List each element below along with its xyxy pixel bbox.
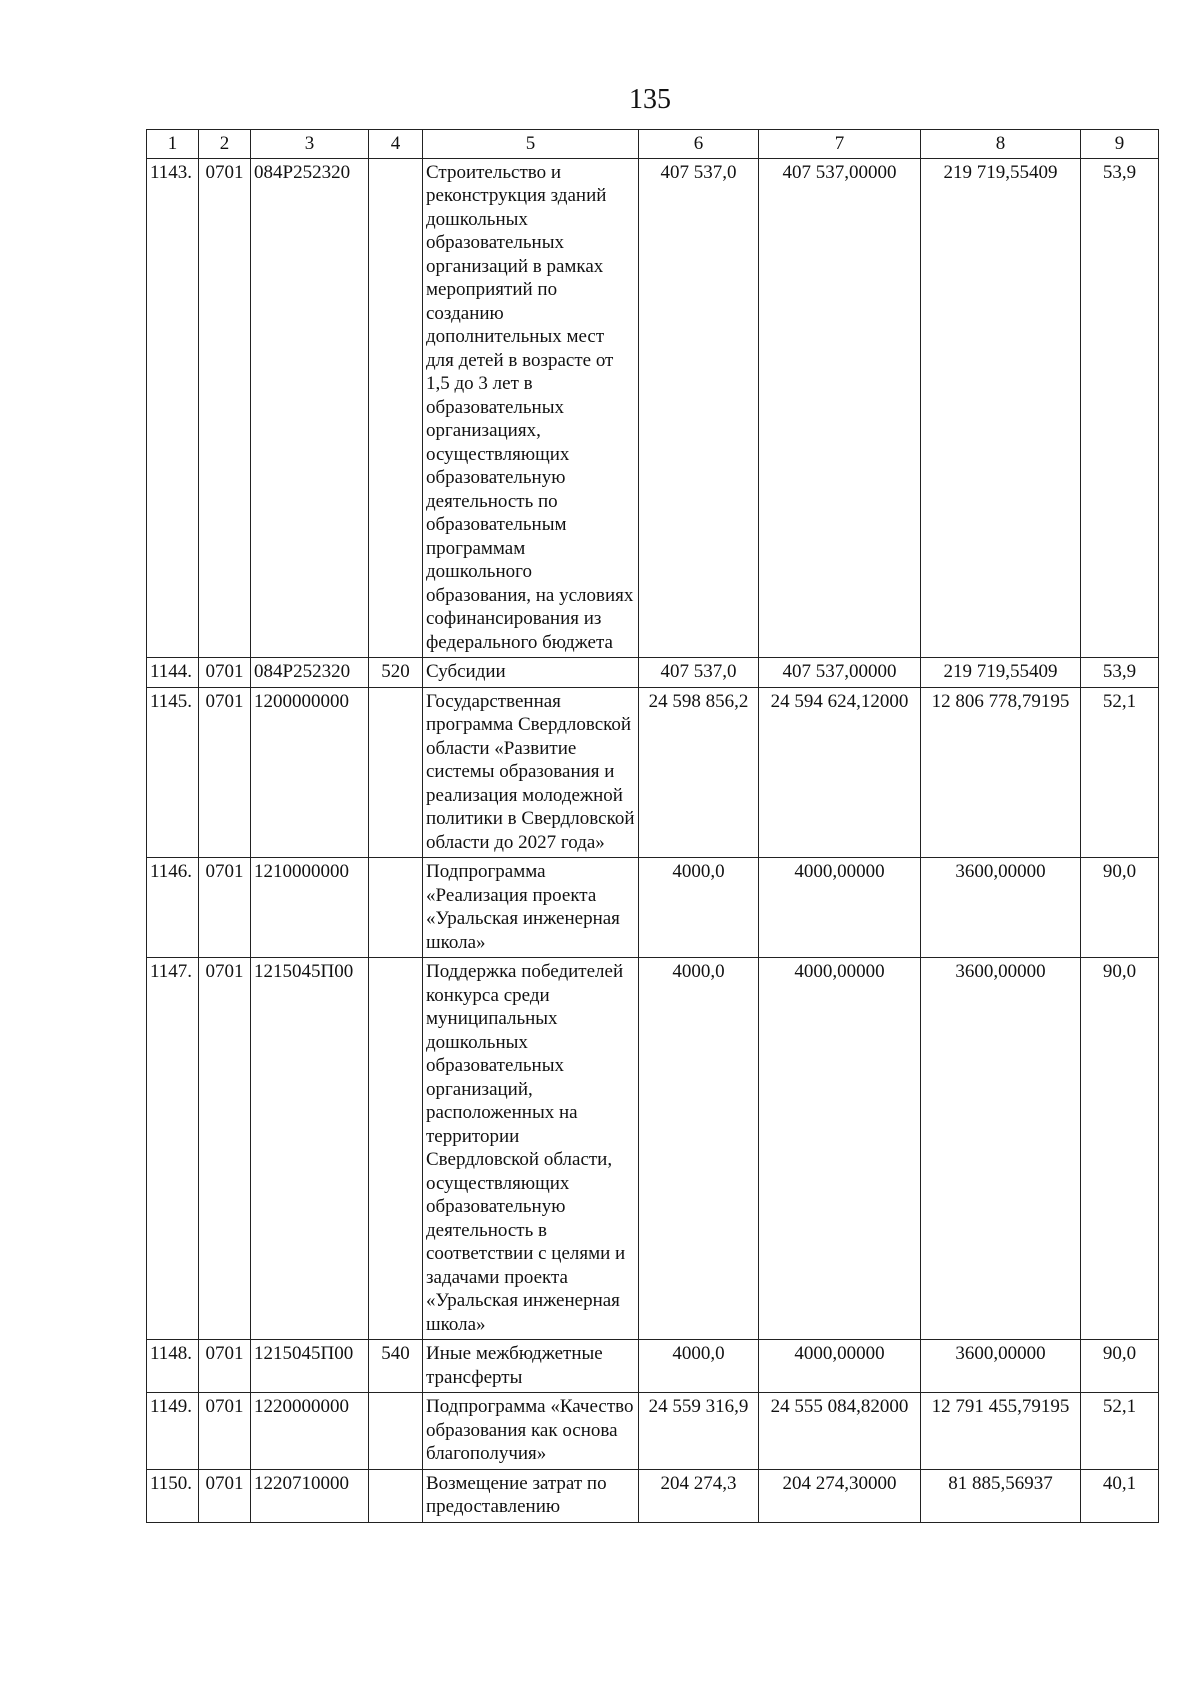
item-name: Государственная программа Свердловской области «Развитие системы образования и реализация молодежной политики в Свердловской области до 2027 года»	[423, 687, 639, 858]
section-code: 0701	[199, 858, 251, 958]
item-name: Подпрограмма «Качество образования как основа благополучия»	[423, 1393, 639, 1470]
row-number: 1143.	[147, 158, 199, 658]
table-row	[147, 658, 1159, 688]
table-row	[147, 158, 1159, 658]
target-article-code: 1215045П00	[251, 958, 369, 1340]
expense-type-code	[369, 687, 423, 858]
table-row	[147, 1393, 1159, 1470]
executed-amount: 81 885,56937	[921, 1469, 1081, 1522]
expense-type-code: 540	[369, 1340, 423, 1393]
row-number: 1146.	[147, 858, 199, 958]
executed-amount: 3600,00000	[921, 958, 1081, 1340]
item-name: Поддержка победителей конкурса среди муниципальных дошкольных образовательных организаций, расположенных на территории Свердловской области, осуществляющих образовательную деятельность в соответствии с целями и задачами проекта «Уральская инженерная школа»	[423, 958, 639, 1340]
table-row	[147, 958, 1159, 1340]
planned-amount: 4000,0	[639, 1340, 759, 1393]
column-header: 7	[759, 130, 921, 159]
row-number: 1147.	[147, 958, 199, 1340]
expense-type-code	[369, 958, 423, 1340]
execution-percent: 53,9	[1081, 658, 1159, 688]
row-number: 1145.	[147, 687, 199, 858]
header-row	[147, 130, 1159, 159]
column-header: 6	[639, 130, 759, 159]
expense-type-code	[369, 1393, 423, 1470]
column-header: 5	[423, 130, 639, 159]
budget-allocation: 4000,00000	[759, 958, 921, 1340]
planned-amount: 4000,0	[639, 958, 759, 1340]
item-name: Возмещение затрат по предоставлению	[423, 1469, 639, 1522]
page-number: 135	[629, 84, 671, 115]
budget-allocation: 407 537,00000	[759, 658, 921, 688]
execution-percent: 90,0	[1081, 1340, 1159, 1393]
execution-percent: 52,1	[1081, 687, 1159, 858]
planned-amount: 407 537,0	[639, 658, 759, 688]
budget-allocation: 24 594 624,12000	[759, 687, 921, 858]
item-name: Подпрограмма «Реализация проекта «Уральская инженерная школа»	[423, 858, 639, 958]
section-code: 0701	[199, 1340, 251, 1393]
column-header: 9	[1081, 130, 1159, 159]
table-row	[147, 687, 1159, 858]
row-number: 1149.	[147, 1393, 199, 1470]
planned-amount: 407 537,0	[639, 158, 759, 658]
execution-percent: 53,9	[1081, 158, 1159, 658]
execution-percent: 90,0	[1081, 958, 1159, 1340]
table-row	[147, 1469, 1159, 1522]
section-code: 0701	[199, 1469, 251, 1522]
planned-amount: 24 559 316,9	[639, 1393, 759, 1470]
budget-allocation: 4000,00000	[759, 858, 921, 958]
executed-amount: 3600,00000	[921, 858, 1081, 958]
executed-amount: 219 719,55409	[921, 158, 1081, 658]
item-name: Субсидии	[423, 658, 639, 688]
target-article-code: 1210000000	[251, 858, 369, 958]
target-article-code: 1220710000	[251, 1469, 369, 1522]
expense-type-code	[369, 858, 423, 958]
column-header: 2	[199, 130, 251, 159]
column-header: 1	[147, 130, 199, 159]
row-number: 1148.	[147, 1340, 199, 1393]
target-article-code: 084P252320	[251, 158, 369, 658]
column-header: 4	[369, 130, 423, 159]
section-code: 0701	[199, 158, 251, 658]
column-header: 3	[251, 130, 369, 159]
budget-allocation: 4000,00000	[759, 1340, 921, 1393]
planned-amount: 204 274,3	[639, 1469, 759, 1522]
target-article-code: 1200000000	[251, 687, 369, 858]
section-code: 0701	[199, 687, 251, 858]
expense-type-code	[369, 158, 423, 658]
item-name: Строительство и реконструкция зданий дошкольных образовательных организаций в рамках мероприятий по созданию дополнительных мест для детей в возрасте от 1,5 до 3 лет в образовательных организациях, осуществляющих образовательную деятельность по образовательным программам дошкольного образования, на условиях софинансирования из федерального бюджета	[423, 158, 639, 658]
table-row	[147, 858, 1159, 958]
execution-percent: 40,1	[1081, 1469, 1159, 1522]
expense-type-code: 520	[369, 658, 423, 688]
executed-amount: 3600,00000	[921, 1340, 1081, 1393]
planned-amount: 24 598 856,2	[639, 687, 759, 858]
section-code: 0701	[199, 1393, 251, 1470]
executed-amount: 219 719,55409	[921, 658, 1081, 688]
section-code: 0701	[199, 958, 251, 1340]
target-article-code: 1215045П00	[251, 1340, 369, 1393]
executed-amount: 12 791 455,79195	[921, 1393, 1081, 1470]
target-article-code: 1220000000	[251, 1393, 369, 1470]
table-row	[147, 1340, 1159, 1393]
budget-table	[146, 129, 1159, 1523]
budget-allocation: 204 274,30000	[759, 1469, 921, 1522]
executed-amount: 12 806 778,79195	[921, 687, 1081, 858]
planned-amount: 4000,0	[639, 858, 759, 958]
expense-type-code	[369, 1469, 423, 1522]
execution-percent: 90,0	[1081, 858, 1159, 958]
row-number: 1144.	[147, 658, 199, 688]
section-code: 0701	[199, 658, 251, 688]
budget-allocation: 407 537,00000	[759, 158, 921, 658]
budget-allocation: 24 555 084,82000	[759, 1393, 921, 1470]
table-body	[147, 158, 1159, 1522]
execution-percent: 52,1	[1081, 1393, 1159, 1470]
row-number: 1150.	[147, 1469, 199, 1522]
target-article-code: 084P252320	[251, 658, 369, 688]
item-name: Иные межбюджетные трансферты	[423, 1340, 639, 1393]
column-header: 8	[921, 130, 1081, 159]
